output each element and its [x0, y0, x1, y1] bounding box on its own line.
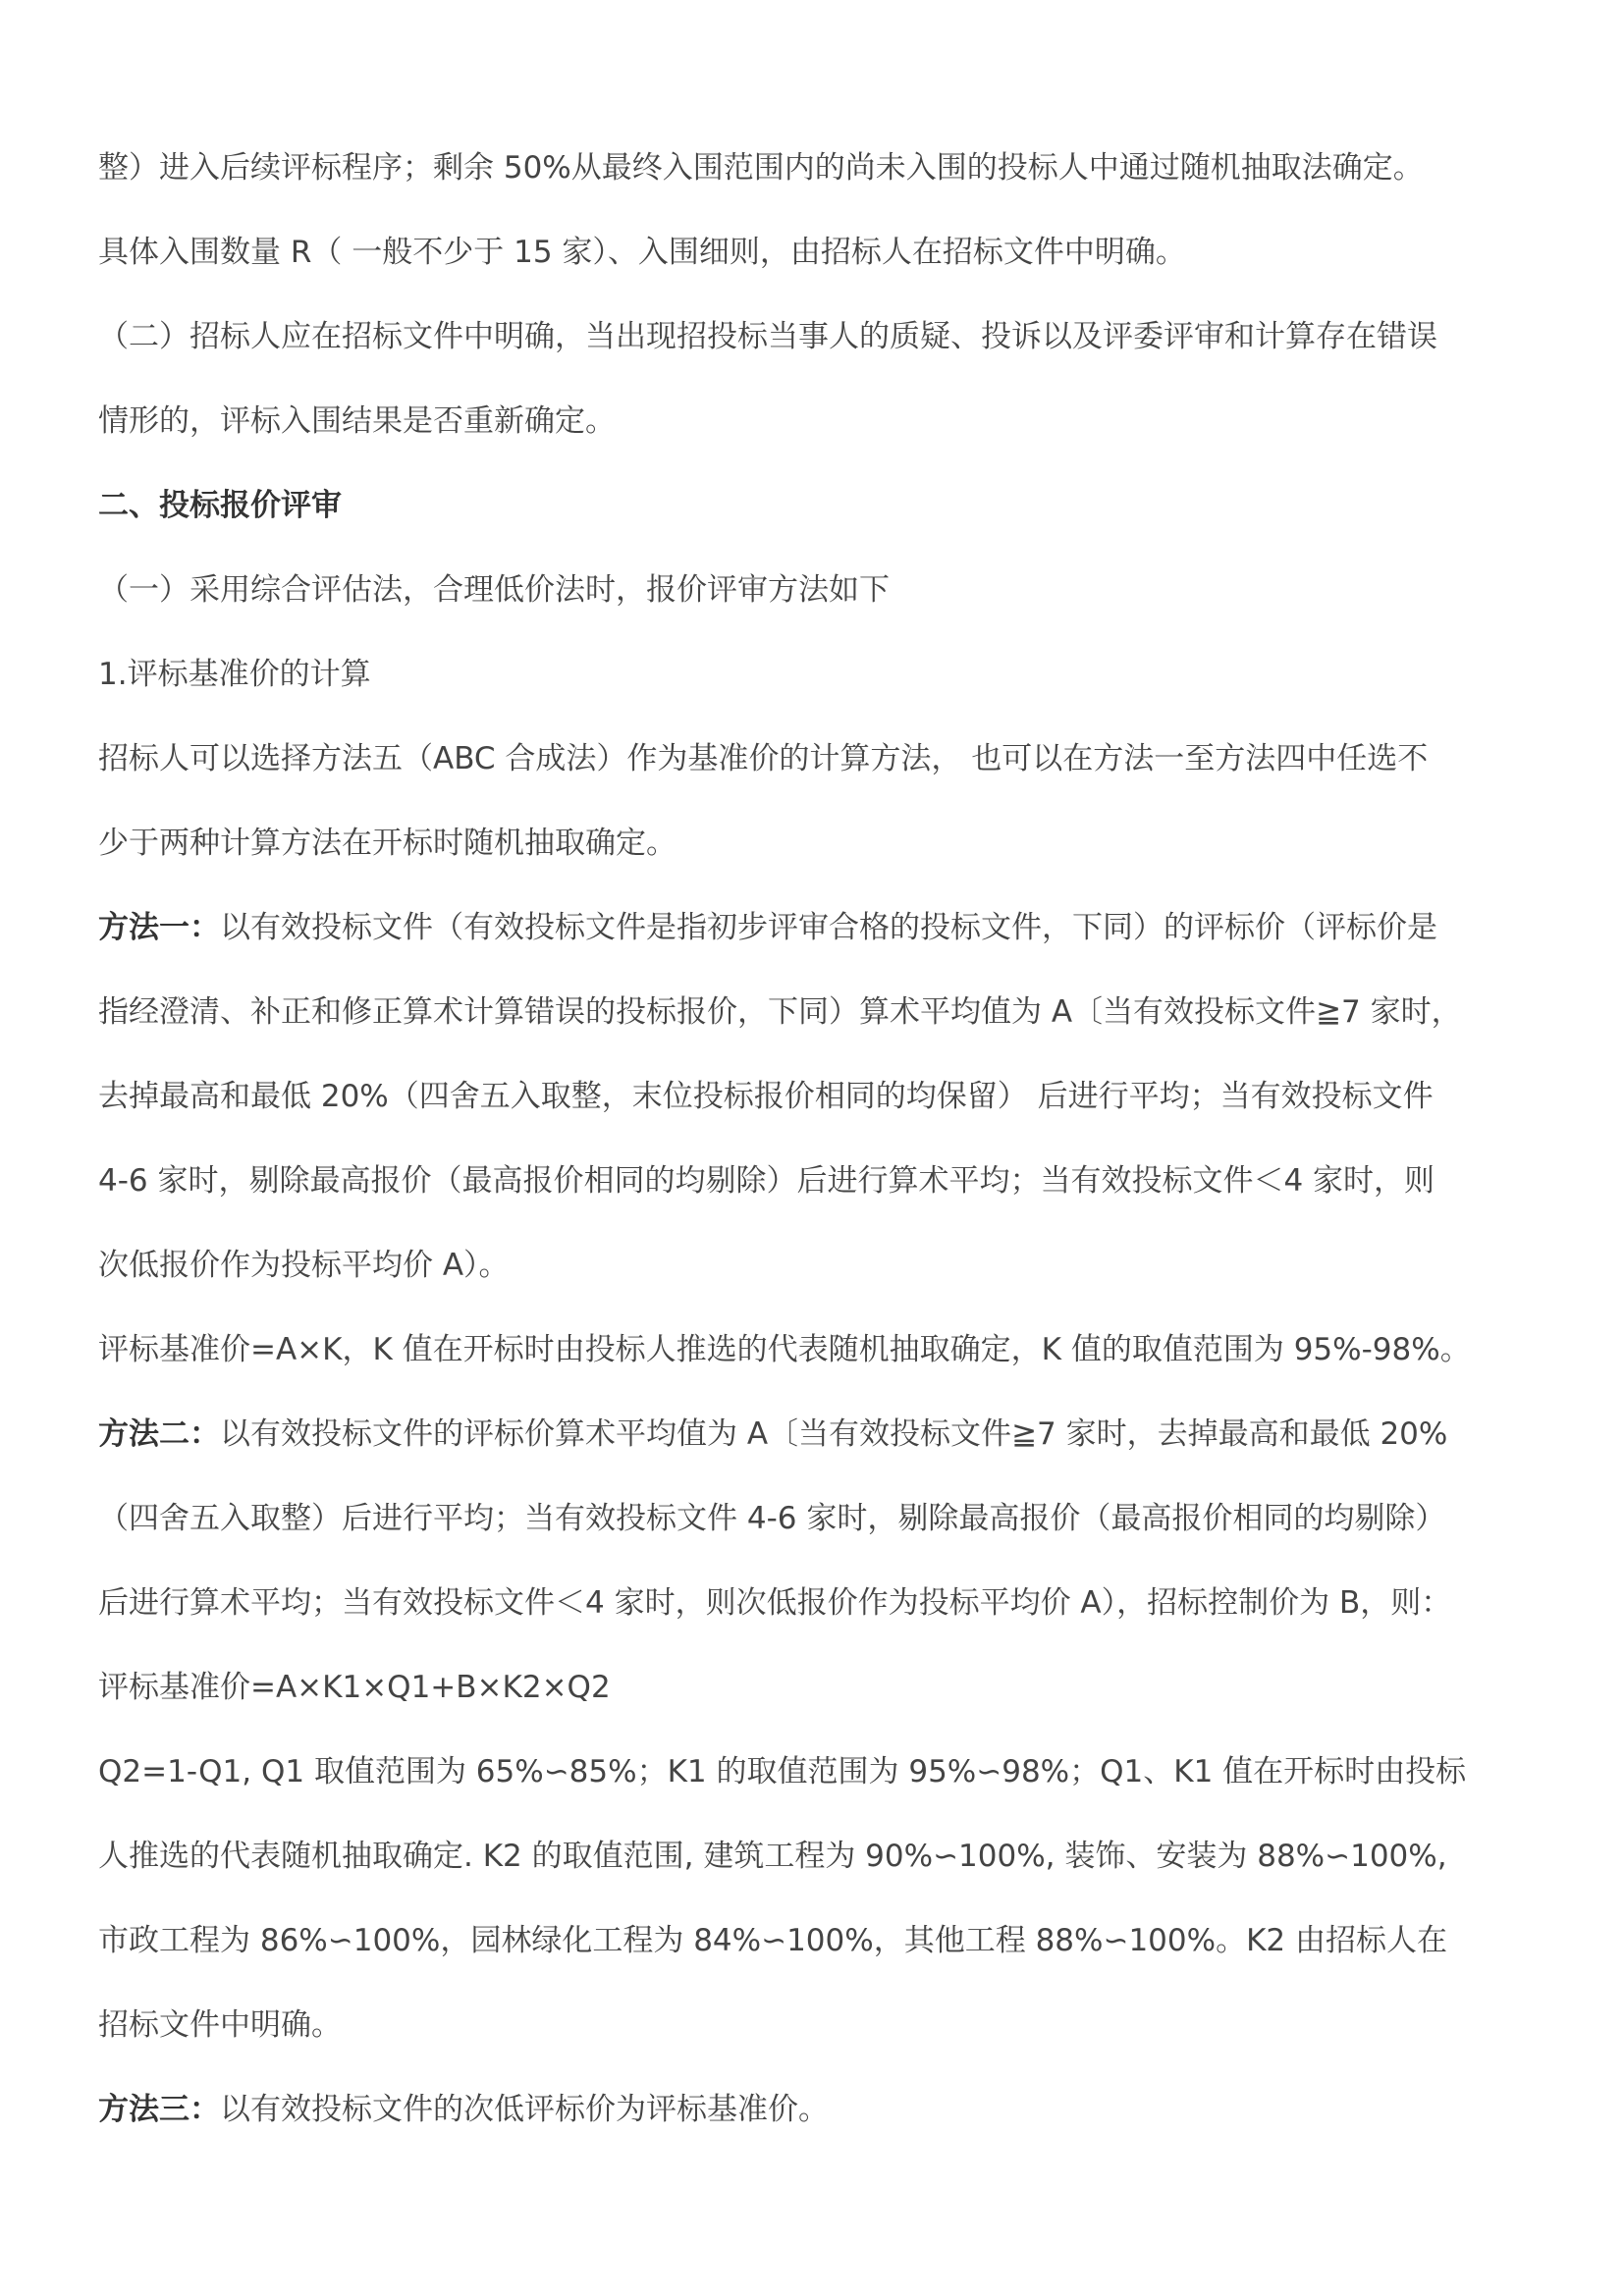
paragraph-line: 招标文件中明确。 — [98, 2007, 342, 2043]
method-one-line — [98, 885, 1542, 970]
method-two-line — [98, 1392, 1542, 1476]
paragraph-line: 少于两种计算方法在开标时随机抽取确定。 — [98, 826, 677, 861]
paragraph-line: 指经澄清、补正和修正算术计算错误的投标报价，下同）算术平均值为 A〔当有效投标文件≧7 家时， — [98, 994, 1462, 1030]
formula-line: 评标基准价=A×K1×Q1+B×K2×Q2 — [98, 1670, 611, 1705]
paragraph-line: 评标基准价=A×K，K 值在开标时由投标人推选的代表随机抽取确定，K 值的取值范围为 95%-98%。 — [98, 1332, 1471, 1367]
paragraph-line: 整）进入后续评标程序；剩余 50%从最终入围范围内的尚未入围的投标人中通过随机抽取法确定。 — [98, 150, 1424, 186]
method-text: 以有效投标文件的评标价算术平均值为 A〔当有效投标文件≧7 家时，去掉最高和最低 20% — [220, 1416, 1448, 1452]
paragraph-line: （四舍五入取整）后进行平均；当有效投标文件 4-6 家时，剔除最高报价（最高报价相同的均剔除） — [98, 1501, 1446, 1536]
method-label: 方法三： — [98, 2092, 220, 2127]
method-text: 以有效投标文件（有效投标文件是指初步评审合格的投标文件，下同）的评标价（评标价是 — [220, 910, 1437, 945]
paragraph-line: 人推选的代表随机抽取确定. K2 的取值范围, 建筑工程为 90%∽100%, 装饰、安装为 88%∽100%, — [98, 1839, 1447, 1874]
paragraph-line: 次低报价作为投标平均价 A）。 — [98, 1248, 510, 1283]
paragraph-line: （二）招标人应在招标文件中明确，当出现招投标当事人的质疑、投诉以及评委评审和计算存在错误 — [98, 319, 1437, 354]
subsection-heading: 1.评标基准价的计算 — [98, 657, 371, 692]
method-text: 以有效投标文件的次低评标价为评标基准价。 — [220, 2092, 829, 2127]
document-page — [98, 126, 1542, 2152]
method-label: 方法一： — [98, 910, 220, 945]
paragraph-line: Q2=1-Q1, Q1 取值范围为 65%∽85%；K1 的取值范围为 95%∽98%；Q1、K1 值在开标时由投标 — [98, 1754, 1467, 1789]
paragraph-line: 市政工程为 86%∽100%，园林绿化工程为 84%∽100%，其他工程 88%∽100%。K2 由招标人在 — [98, 1923, 1447, 1958]
paragraph-line: 去掉最高和最低 20%（四舍五入取整，末位投标报价相同的均保留） 后进行平均；当有效投标文件 — [98, 1079, 1434, 1114]
method-three-line — [98, 2067, 1542, 2152]
paragraph-line: 具体入围数量 R（ 一般不少于 15 家）、入围细则，由招标人在招标文件中明确。 — [98, 235, 1186, 270]
method-label: 方法二： — [98, 1416, 220, 1452]
paragraph-line: 情形的，评标入围结果是否重新确定。 — [98, 403, 616, 439]
paragraph-line: 招标人可以选择方法五（ABC 合成法）作为基准价的计算方法， 也可以在方法一至方法四中任选不 — [98, 741, 1429, 776]
paragraph-line: 后进行算术平均；当有效投标文件＜4 家时，则次低报价作为投标平均价 A），招标控制价为 B，则： — [98, 1585, 1452, 1621]
section-heading: 二、投标报价评审 — [98, 488, 342, 523]
paragraph-line: 4-6 家时，剔除最高报价（最高报价相同的均剔除）后进行算术平均；当有效投标文件＜4 家时，则 — [98, 1163, 1435, 1199]
paragraph-line: （一）采用综合评估法，合理低价法时，报价评审方法如下 — [98, 572, 890, 608]
